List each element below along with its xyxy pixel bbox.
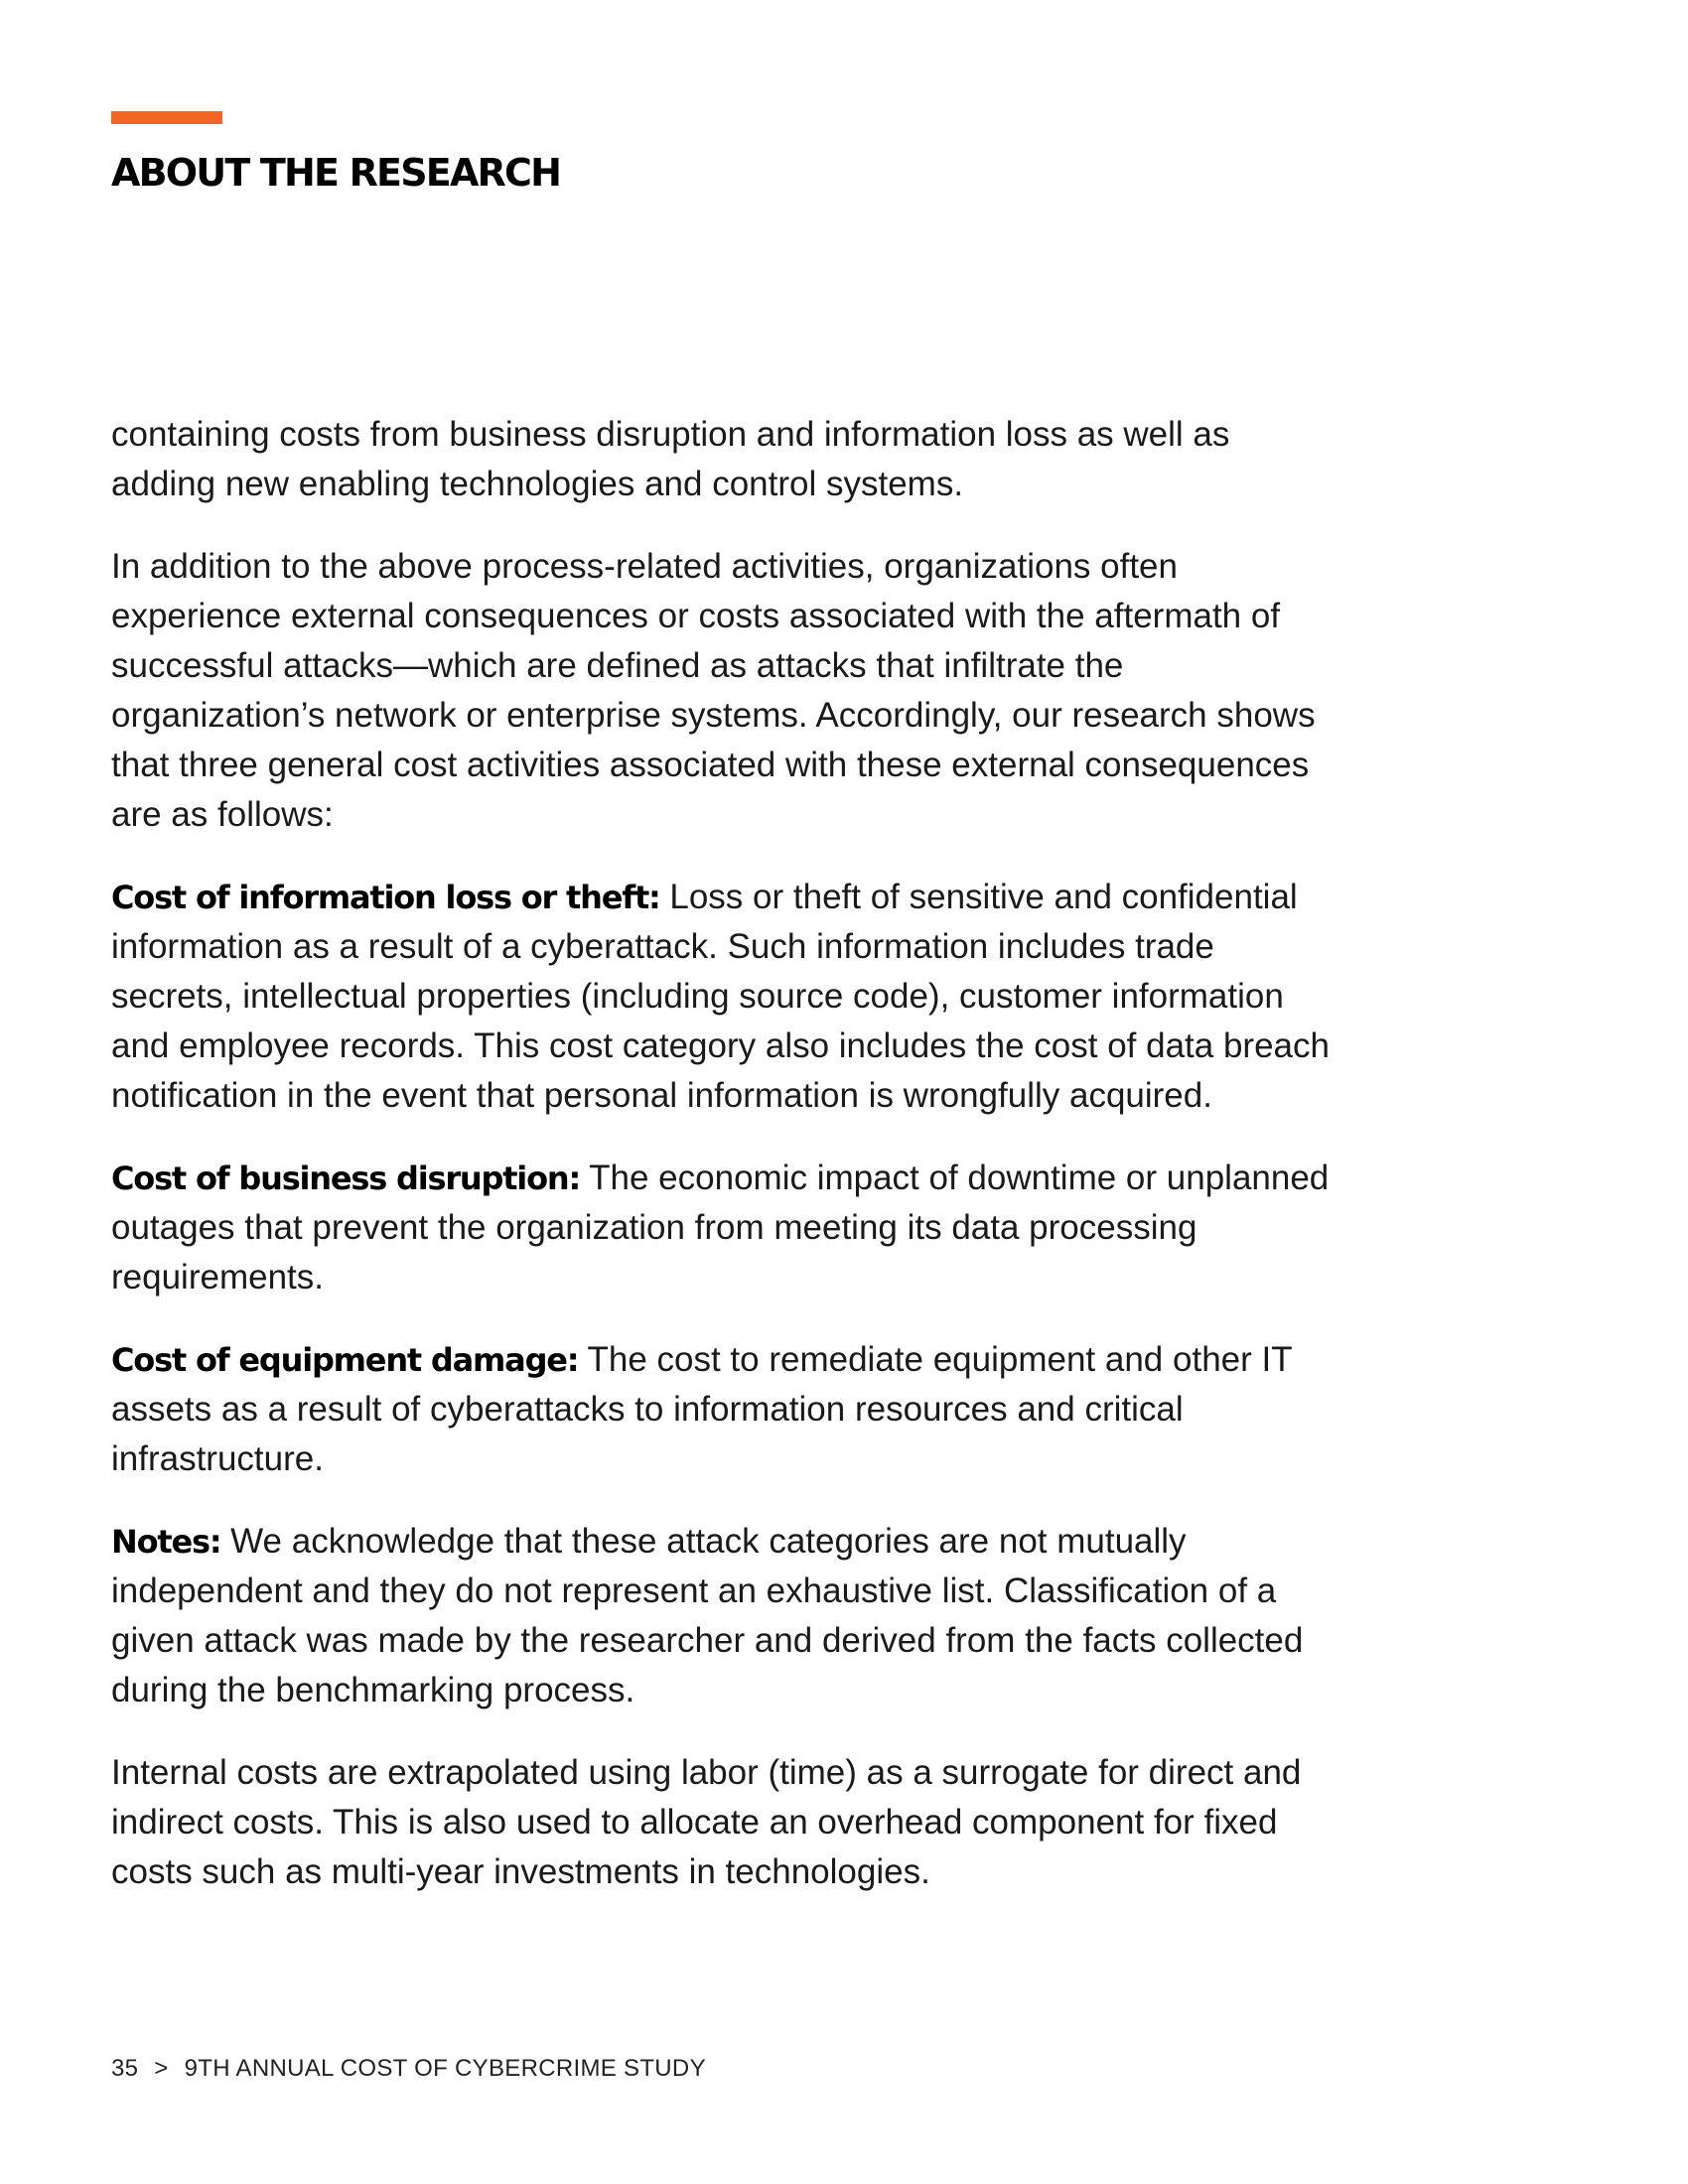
definition-term: Cost of equipment damage:: [111, 1341, 579, 1379]
body-text: [111, 410, 1333, 1930]
definition-business-disruption: [111, 1154, 1333, 1302]
page-footer: [111, 2055, 706, 2083]
definition-text: Loss or theft of sensitive and confidential information as a result of a cyberattack. Such information includes trade secrets, intellectual properties (including source code), customer information and employee records. This cost category also includes the cost of data breach notification in the event that personal information is wrongfully acquired.: [111, 878, 1330, 1115]
publication-title: 9TH ANNUAL COST OF CYBERCRIME STUDY: [184, 2055, 706, 2082]
notes-paragraph: [111, 1517, 1333, 1715]
notes-label: Notes:: [111, 1523, 221, 1561]
definition-term: Cost of business disruption:: [111, 1160, 581, 1197]
closing-paragraph: Internal costs are extrapolated using labor (time) as a surrogate for direct and indirect costs. This is also used to allocate an overhead component for fixed costs such as multi-year investments in technologies.: [111, 1753, 1302, 1891]
definition-text: The cost to remediate equipment and other IT assets as a result of cyberattacks to information resources and critical infrastructure.: [111, 1340, 1292, 1478]
section-title: ABOUT THE RESEARCH: [111, 151, 561, 195]
definition-equipment-damage: [111, 1335, 1333, 1484]
accent-bar: [111, 111, 222, 124]
definition-information-loss: [111, 873, 1333, 1121]
definition-text: The economic impact of downtime or unplanned outages that prevent the organization from meeting its data processing requirements.: [111, 1159, 1330, 1297]
intro-paragraph: containing costs from business disruption and information loss as well as adding new enabling technologies and control systems.: [111, 415, 1230, 503]
page-number: 35: [111, 2055, 139, 2082]
context-paragraph: In addition to the above process-related activities, organizations often experience external consequences or costs associated with the aftermath of successful attacks—which are defined as attacks that infiltrate the organization’s network or enterprise systems. Accordingly, our research shows that three general cost activities associated with these external consequences are as follows:: [111, 547, 1316, 834]
definition-term: Cost of information loss or theft:: [111, 879, 660, 916]
notes-text: We acknowledge that these attack categories are not mutually independent and they do not represent an exhaustive list. Classification of a given attack was made by the researcher and derived from the facts collected during the benchmarking process.: [111, 1522, 1304, 1709]
footer-separator: >: [154, 2055, 169, 2082]
